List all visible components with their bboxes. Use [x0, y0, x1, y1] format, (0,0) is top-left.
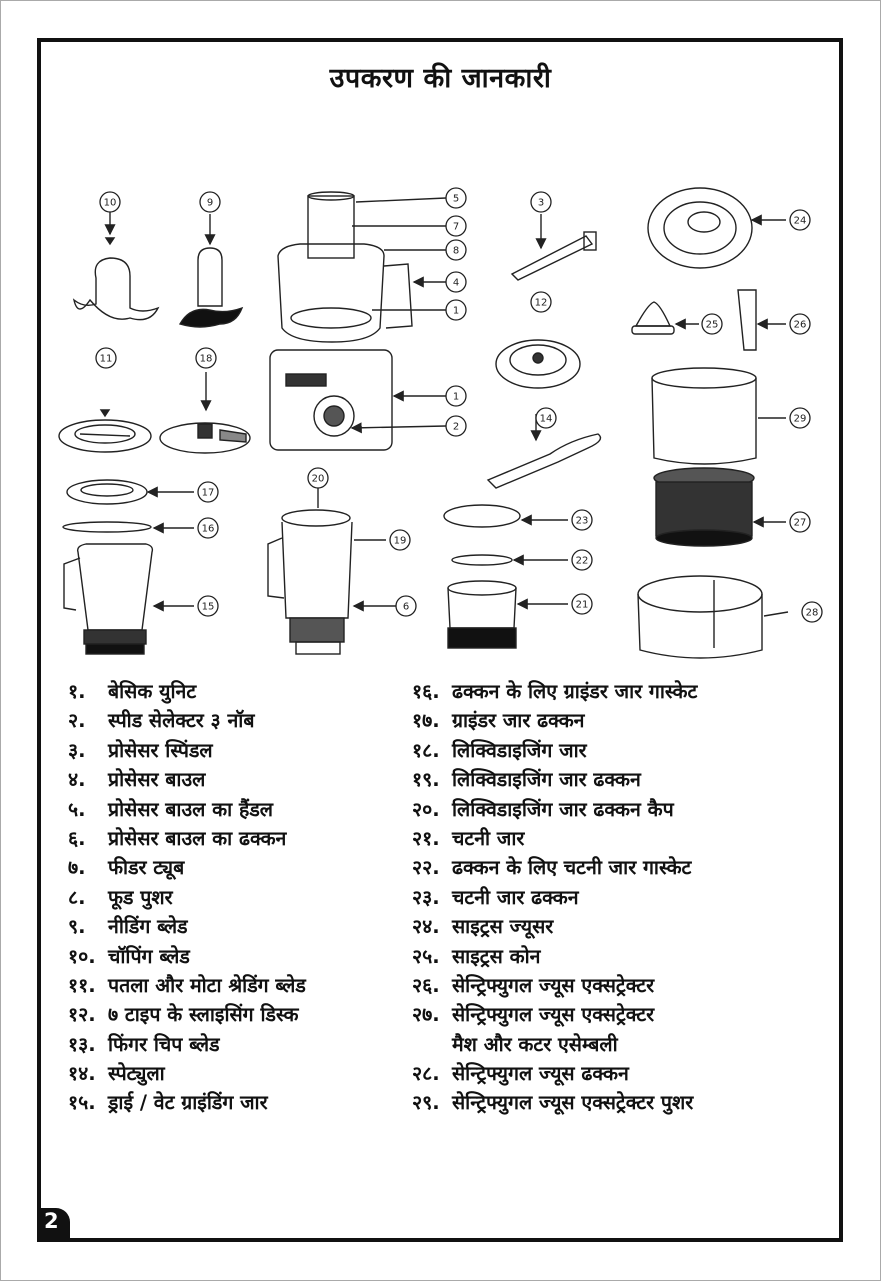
callout-marker [702, 314, 722, 334]
part-label: चटनी जार ढक्कन [452, 885, 579, 909]
part-number: १३. [68, 1032, 96, 1056]
part-list-item [412, 912, 802, 941]
disc-illustration [496, 340, 580, 388]
parts-diagram [50, 178, 819, 668]
part-number: ९. [68, 915, 86, 939]
callout-marker [446, 272, 466, 292]
part-list-item [412, 706, 802, 735]
part-number: ११. [68, 973, 96, 997]
part-number: २१. [412, 826, 440, 850]
part-list-item [68, 883, 408, 912]
part-list-item [68, 765, 408, 794]
part-list-item [412, 824, 802, 853]
part-label: ढक्कन के लिए ग्राइंडर जार गास्केट [452, 680, 698, 703]
callout-marker [446, 416, 466, 436]
part-list-item [68, 677, 408, 706]
slicing-disc-illustration [59, 410, 151, 452]
part-label: ग्राइंडर जार ढक्कन [452, 709, 585, 733]
callout-number: 14 [539, 413, 553, 425]
part-number: २८. [412, 1062, 440, 1086]
part-label: लिक्विडाइजिंग जार [452, 738, 587, 762]
callout-number: 4 [452, 277, 460, 289]
part-number: ७. [68, 856, 86, 880]
callout-marker [96, 348, 116, 368]
chopping-blade-illustration [180, 248, 242, 327]
part-number: १४. [68, 1062, 96, 1086]
callout-number: 23 [575, 515, 589, 527]
callout-marker [790, 512, 810, 532]
part-list-item [412, 1059, 802, 1088]
part-list-item [68, 1088, 408, 1117]
callout-number: 10 [103, 197, 117, 209]
part-list-item [68, 736, 408, 765]
chutney-jar-illustration [448, 581, 516, 648]
juicer-filter-illustration [654, 468, 754, 546]
part-number: २०. [412, 797, 440, 821]
citrus-cone-illustration [632, 302, 674, 334]
callout-number: 21 [575, 599, 589, 611]
part-label: फिंगर चिप ब्लेड [108, 1032, 220, 1056]
part-label: नीडिंग ब्लेड [108, 915, 188, 939]
callout-marker [802, 602, 822, 622]
part-label: स्पेट्युला [108, 1062, 165, 1086]
callout-number: 22 [575, 555, 589, 567]
callout-number: 16 [201, 523, 215, 535]
callout-number: 9 [206, 197, 214, 209]
part-list-item [412, 765, 802, 794]
part-number: ५. [68, 797, 86, 821]
callout-marker [200, 192, 220, 212]
page-title: उपकरण की जानकारी [329, 63, 552, 94]
chutney-lid-illustration [444, 505, 520, 527]
callout-marker [308, 468, 328, 488]
grinder-gasket-illustration [63, 522, 151, 532]
part-number: १. [68, 680, 86, 703]
callout-marker [196, 348, 216, 368]
callout-marker [100, 192, 120, 212]
part-number: २६. [412, 973, 440, 997]
callout-number: 5 [452, 193, 460, 205]
part-number: २२. [412, 856, 440, 880]
callout-number: 1 [452, 305, 460, 317]
part-number: २३. [412, 885, 440, 909]
callout-number: 27 [793, 517, 807, 529]
part-number: १६. [412, 680, 440, 703]
part-number: ८. [68, 885, 86, 909]
part-list-item [68, 795, 408, 824]
part-list-item [68, 1059, 408, 1088]
callout-number: 3 [537, 197, 545, 209]
finger-chip-blade-illustration [160, 423, 250, 453]
part-number: १८. [412, 738, 440, 762]
part-number: २९. [412, 1091, 440, 1115]
part-list-item [68, 853, 408, 882]
chutney-gasket-illustration [452, 555, 512, 565]
callout-number: 12 [534, 297, 548, 309]
callout-marker [572, 594, 592, 614]
callout-marker [531, 192, 551, 212]
callout-marker [198, 482, 218, 502]
part-label: फीडर ट्यूब [108, 856, 185, 880]
pusher-illustration [738, 290, 756, 350]
callout-marker [572, 510, 592, 530]
callout-marker [790, 314, 810, 334]
callout-marker [390, 530, 410, 550]
callout-number: 28 [805, 607, 819, 619]
callout-number: 29 [793, 413, 807, 425]
part-number: ४. [68, 768, 86, 792]
part-label: प्रोसेसर बाउल [108, 768, 206, 792]
callout-marker [396, 596, 416, 616]
callout-number: 6 [402, 601, 410, 613]
page-number: 2 [44, 1209, 59, 1233]
part-list-item [68, 912, 408, 941]
callout-number: 1 [452, 391, 460, 403]
part-list-item [412, 971, 802, 1000]
callout-marker [198, 596, 218, 616]
part-list-item [412, 942, 802, 971]
part-list-item [412, 795, 802, 824]
part-number: १७. [412, 709, 440, 733]
spindle-illustration [512, 232, 596, 280]
part-list-item [68, 1000, 408, 1029]
page-number-badge [40, 1208, 70, 1238]
part-label: फूड पुशर [108, 885, 173, 909]
callout-marker [536, 408, 556, 428]
kneading-blade-illustration [74, 238, 158, 320]
part-label: लिक्विडाइजिंग जार ढक्कन [452, 768, 641, 792]
part-number: १९. [412, 768, 440, 792]
callout-number: 15 [201, 601, 215, 613]
liquidizing-jar-illustration [268, 510, 352, 654]
parts-list-left [68, 677, 408, 1118]
callout-number: 17 [201, 487, 215, 499]
citrus-juicer-illustration [648, 188, 752, 268]
part-label: सेन्ट्रिफ्युगल ज्यूस एक्सट्रेक्टर [452, 1003, 655, 1027]
callout-marker [446, 300, 466, 320]
part-label: ड्राई / वेट ग्राइंडिंग जार [108, 1091, 268, 1115]
callout-number: 19 [393, 535, 407, 547]
part-label: सेन्ट्रिफ्युगल ज्यूस एक्सट्रेक्टर पुशर [452, 1091, 694, 1115]
part-number: २. [68, 709, 86, 733]
callout-number: 8 [452, 245, 460, 257]
part-number: २५. [412, 944, 440, 968]
part-label: साइट्रस ज्यूसर [452, 915, 554, 939]
callout-marker [790, 408, 810, 428]
part-list-item [412, 1000, 802, 1029]
part-label: चटनी जार [452, 826, 525, 850]
part-label: स्पीड सेलेक्टर ३ नॉब [108, 709, 255, 733]
part-label: चॉपिंग ब्लेड [108, 944, 190, 968]
callout-marker [446, 240, 466, 260]
callout-number: 25 [705, 319, 719, 331]
part-label: ढक्कन के लिए चटनी जार गास्केट [452, 856, 692, 880]
callout-marker [790, 210, 810, 230]
part-label: लिक्विडाइजिंग जार ढक्कन कैप [452, 797, 674, 821]
callout-number: 7 [452, 221, 460, 233]
callout-marker [198, 518, 218, 538]
part-label: ७ टाइप के स्लाइसिंग डिस्क [108, 1003, 299, 1027]
grinding-jar-illustration [64, 544, 152, 654]
part-list-item [68, 971, 408, 1000]
part-list-item [68, 942, 408, 971]
part-number: १५. [68, 1091, 96, 1115]
part-number: १२. [68, 1003, 96, 1027]
part-number: ६. [68, 826, 86, 850]
callout-number: 11 [99, 353, 113, 365]
part-list-item [412, 1030, 802, 1059]
callout-marker [446, 188, 466, 208]
part-list-item [412, 736, 802, 765]
part-label: प्रोसेसर बाउल का ढक्कन [108, 826, 287, 850]
callout-number: 24 [793, 215, 807, 227]
part-list-item [412, 883, 802, 912]
part-list-item [68, 1030, 408, 1059]
part-number: १०. [68, 944, 96, 968]
callout-marker [572, 550, 592, 570]
callout-number: 18 [199, 353, 213, 365]
callout-number: 26 [793, 319, 807, 331]
callout-number: 20 [311, 473, 325, 485]
food-processor-illustration [270, 192, 412, 450]
spatula-illustration [488, 434, 600, 488]
part-number: २४. [412, 915, 440, 939]
part-label: सेन्ट्रिफ्युगल ज्यूस ढक्कन [452, 1062, 629, 1086]
part-label: पतला और मोटा श्रेडिंग ब्लेड [108, 973, 306, 997]
part-list-item [68, 706, 408, 735]
part-list-item [412, 853, 802, 882]
part-list-item [412, 1088, 802, 1117]
part-label: बेसिक युनिट [108, 680, 197, 703]
parts-list-right [412, 677, 802, 1118]
juicer-basket-illustration [652, 368, 756, 464]
part-label: प्रोसेसर बाउल का हैंडल [108, 797, 273, 821]
part-number: २७. [412, 1003, 440, 1027]
callout-number: 2 [452, 421, 460, 433]
part-list-item [412, 677, 802, 706]
callout-marker [531, 292, 551, 312]
part-label: सेन्ट्रिफ्युगल ज्यूस एक्सट्रेक्टर [452, 973, 655, 997]
part-label: मैश और कटर एसेम्बली [452, 1032, 618, 1056]
part-label: साइट्रस कोन [452, 944, 541, 968]
part-list-item [68, 824, 408, 853]
juicer-base-illustration [638, 576, 762, 658]
part-label: प्रोसेसर स्पिंडल [108, 738, 213, 762]
callout-marker [446, 386, 466, 406]
callout-marker [446, 216, 466, 236]
part-number: ३. [68, 738, 86, 762]
